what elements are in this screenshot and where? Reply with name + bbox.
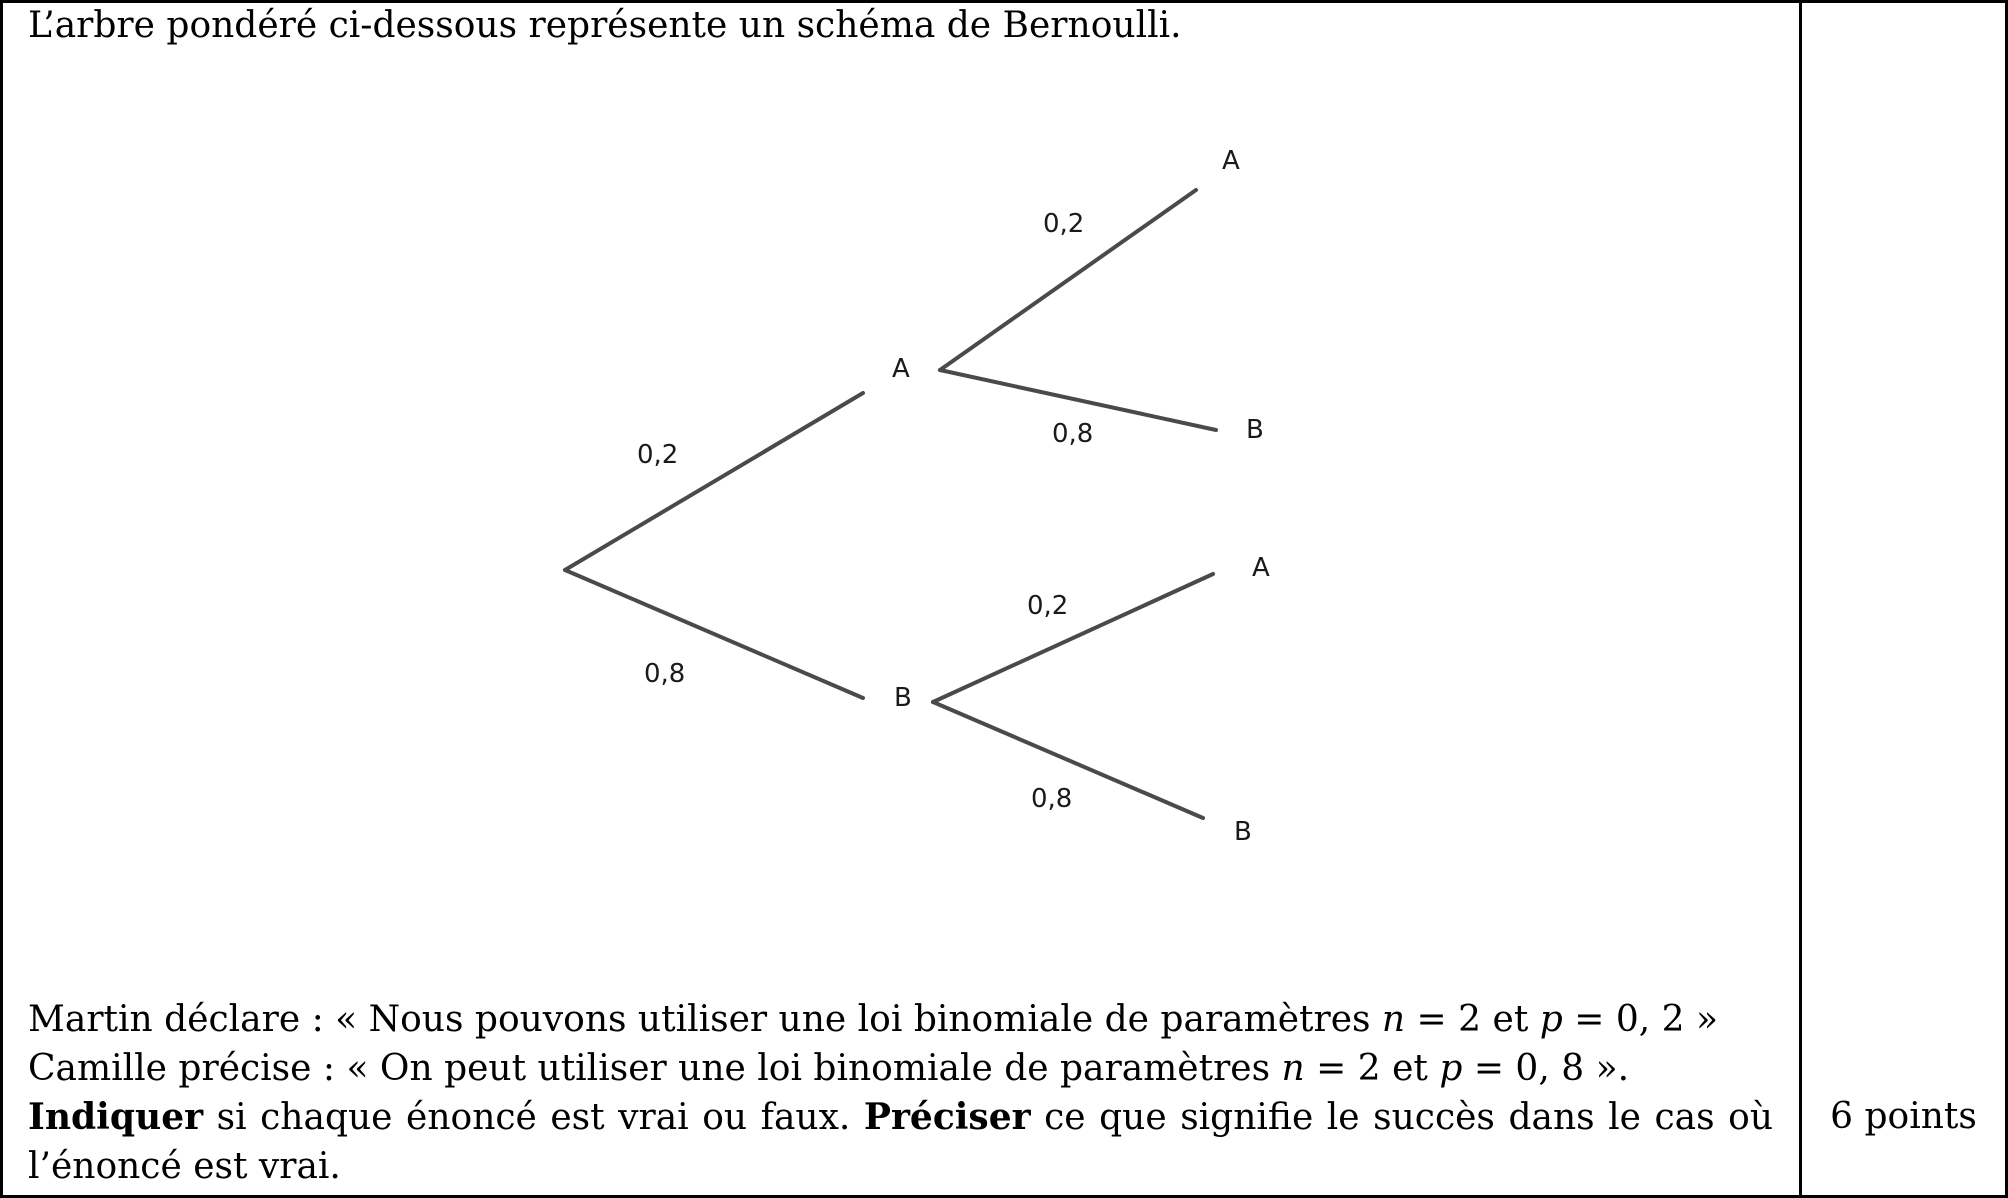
- prob-root-to-A: 0,2: [637, 440, 679, 470]
- prob-root-to-B: 0,8: [644, 659, 686, 689]
- node-B-level1: B: [894, 683, 912, 713]
- node-A-after-A: A: [1222, 146, 1240, 176]
- prob-B-to-B: 0,8: [1031, 784, 1073, 814]
- column-divider: [1799, 0, 1802, 1198]
- prob-B-to-A: 0,2: [1027, 591, 1069, 621]
- instruction-line-2: l’énoncé est vrai.: [28, 1146, 341, 1187]
- node-B-after-A: B: [1246, 415, 1264, 445]
- node-B-after-B: B: [1234, 817, 1252, 847]
- node-A-after-B: A: [1252, 553, 1270, 583]
- camille-statement: Camille précise : « On peut utiliser une loi binomiale de paramètres n = 2 et p = 0, 8 ».: [28, 1048, 1630, 1089]
- branch-root-to-A: [565, 393, 863, 570]
- points-label: 6 points: [1830, 1096, 1977, 1137]
- prob-A-to-A: 0,2: [1043, 209, 1085, 239]
- node-A-level1: A: [892, 354, 910, 384]
- branch-B-to-A: [933, 574, 1213, 702]
- branch-root-to-B: [565, 570, 863, 698]
- intro-text: L’arbre pondéré ci-dessous représente un schéma de Bernoulli.: [28, 5, 1182, 46]
- statements-block: [28, 995, 1773, 1191]
- martin-statement: Martin déclare : « Nous pouvons utiliser une loi binomiale de paramètres n = 2 et p = 0, 2 »: [28, 999, 1718, 1040]
- prob-A-to-B: 0,8: [1052, 419, 1094, 449]
- instruction-line: Indiquer si chaque énoncé est vrai ou faux. Préciser ce que signifie le succès dans le cas où: [28, 1096, 1773, 1138]
